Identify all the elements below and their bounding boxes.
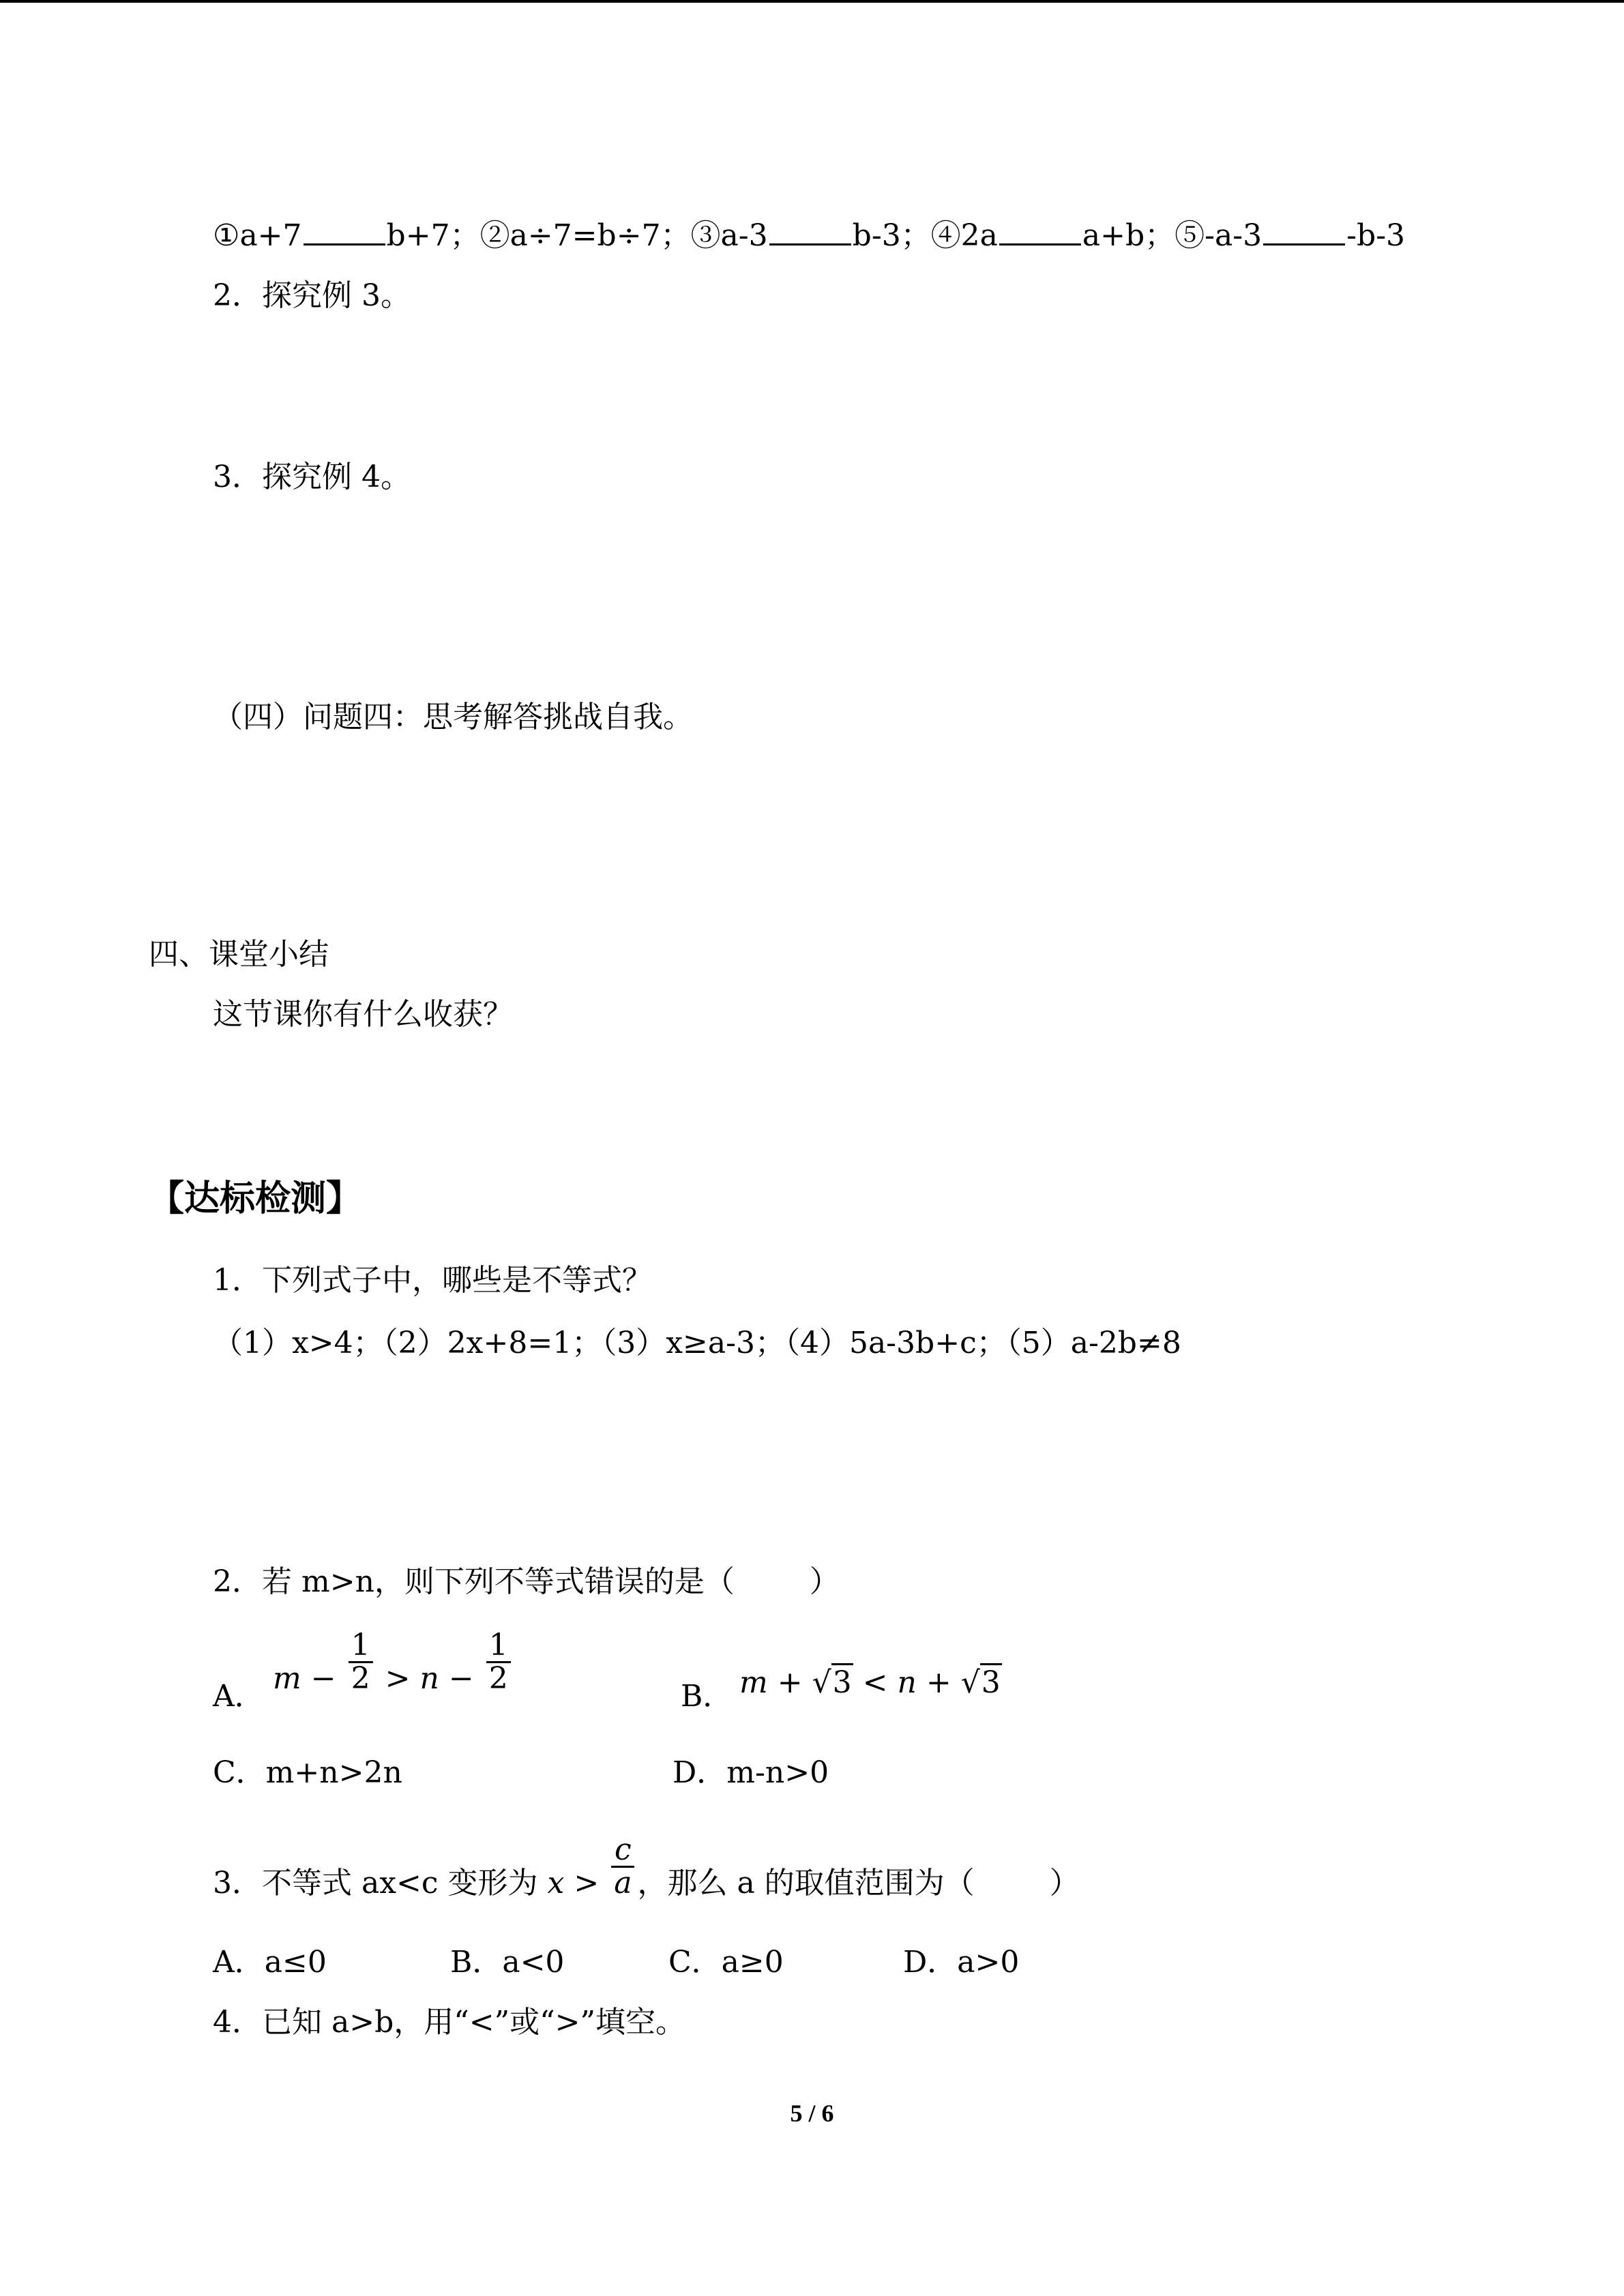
page-number: 5 / 6 bbox=[790, 2100, 834, 2127]
fill-text-2: b+7；②a÷7=b÷7；③a-3 bbox=[386, 218, 768, 253]
answer-blank-1[interactable] bbox=[304, 218, 385, 245]
explore-example-4: 3．探究例 4。 bbox=[213, 460, 411, 494]
fill-text-4: a+b；⑤-a-3 bbox=[1082, 218, 1263, 253]
q2-option-c: C．m+n>2n bbox=[213, 1755, 402, 1790]
q2-option-a-label: A． bbox=[213, 1679, 265, 1714]
q2-stem-text: 2．若 m>n，则下列不等式错误的是（ bbox=[213, 1564, 735, 1599]
answer-blank-4[interactable] bbox=[1263, 218, 1345, 245]
math-op: + bbox=[926, 1665, 951, 1700]
q3-option-d: D．a>0 bbox=[903, 1945, 1020, 1980]
math-op: < bbox=[862, 1665, 888, 1700]
q4-stem: 4．已知 a>b，用“<”或“>”填空。 bbox=[213, 2005, 685, 2040]
radicand: 3 bbox=[831, 1663, 853, 1700]
math-op: > bbox=[574, 1866, 600, 1900]
fill-text-5: -b-3 bbox=[1346, 218, 1406, 253]
explore-example-3: 2．探究例 3。 bbox=[213, 278, 411, 313]
q2-option-a-expr bbox=[273, 1630, 514, 1710]
fraction-c-over-a bbox=[611, 1834, 634, 1899]
fraction-half bbox=[349, 1630, 373, 1695]
fraction-half bbox=[486, 1630, 511, 1695]
math-op: − bbox=[310, 1661, 336, 1696]
radicand: 3 bbox=[980, 1663, 1002, 1700]
math-op: − bbox=[448, 1661, 474, 1696]
fraction-numerator: 1 bbox=[486, 1630, 511, 1663]
math-var: n bbox=[897, 1665, 917, 1700]
answer-blank-3[interactable] bbox=[999, 218, 1081, 245]
q3-stem-close: ） bbox=[1049, 1866, 1080, 1900]
fill-text-3: b-3；④2a bbox=[852, 218, 998, 253]
fraction-denominator: 2 bbox=[351, 1661, 370, 1696]
math-op: > bbox=[385, 1661, 411, 1696]
fill-text-1: ①a+7 bbox=[213, 218, 302, 253]
fraction-numerator: c bbox=[611, 1834, 634, 1868]
q2-option-b-label: B． bbox=[681, 1679, 733, 1714]
math-op: + bbox=[777, 1665, 803, 1700]
q3-option-c: C．a≥0 bbox=[668, 1945, 784, 1980]
problem-four: （四）问题四：思考解答挑战自我。 bbox=[213, 700, 693, 734]
q3-stem bbox=[213, 1834, 1080, 1915]
fraction-denominator: a bbox=[614, 1866, 632, 1900]
math-var: m bbox=[273, 1661, 301, 1696]
q3-stem-tail: ，那么 a 的取值范围为（ bbox=[637, 1866, 975, 1900]
q1-stem: 1．下列式子中，哪些是不等式？ bbox=[213, 1263, 652, 1298]
test-heading: 【达标检测】 bbox=[149, 1178, 362, 1219]
q2-option-b-expr bbox=[739, 1663, 1002, 1703]
fraction-numerator: 1 bbox=[349, 1630, 373, 1663]
q2-option-d: D．m-n>0 bbox=[673, 1755, 829, 1790]
page-top-border bbox=[0, 0, 1624, 3]
sqrt-three: √3 bbox=[812, 1663, 853, 1700]
q3-option-a: A．a≤0 bbox=[213, 1945, 327, 1980]
summary-question: 这节课你有什么收获？ bbox=[213, 997, 513, 1032]
fill-in-comparisons bbox=[213, 215, 1405, 256]
q3-option-b: B．a<0 bbox=[450, 1945, 565, 1980]
math-var: x bbox=[547, 1866, 565, 1900]
q2-stem bbox=[213, 1562, 840, 1602]
q1-items: （1）x>4；（2）2x+8=1；（3）x≥a-3；（4）5a-3b+c；（5）a-2b≠8 bbox=[213, 1326, 1181, 1360]
math-var: n bbox=[419, 1661, 439, 1696]
summary-heading: 四、课堂小结 bbox=[149, 937, 329, 972]
q3-stem-text: 3．不等式 ax<c 变形为 bbox=[213, 1866, 538, 1900]
answer-blank-2[interactable] bbox=[769, 218, 851, 245]
q2-stem-close: ） bbox=[809, 1564, 840, 1599]
fraction-denominator: 2 bbox=[488, 1661, 508, 1696]
math-var: m bbox=[739, 1665, 768, 1700]
sqrt-three: √3 bbox=[961, 1663, 1002, 1700]
